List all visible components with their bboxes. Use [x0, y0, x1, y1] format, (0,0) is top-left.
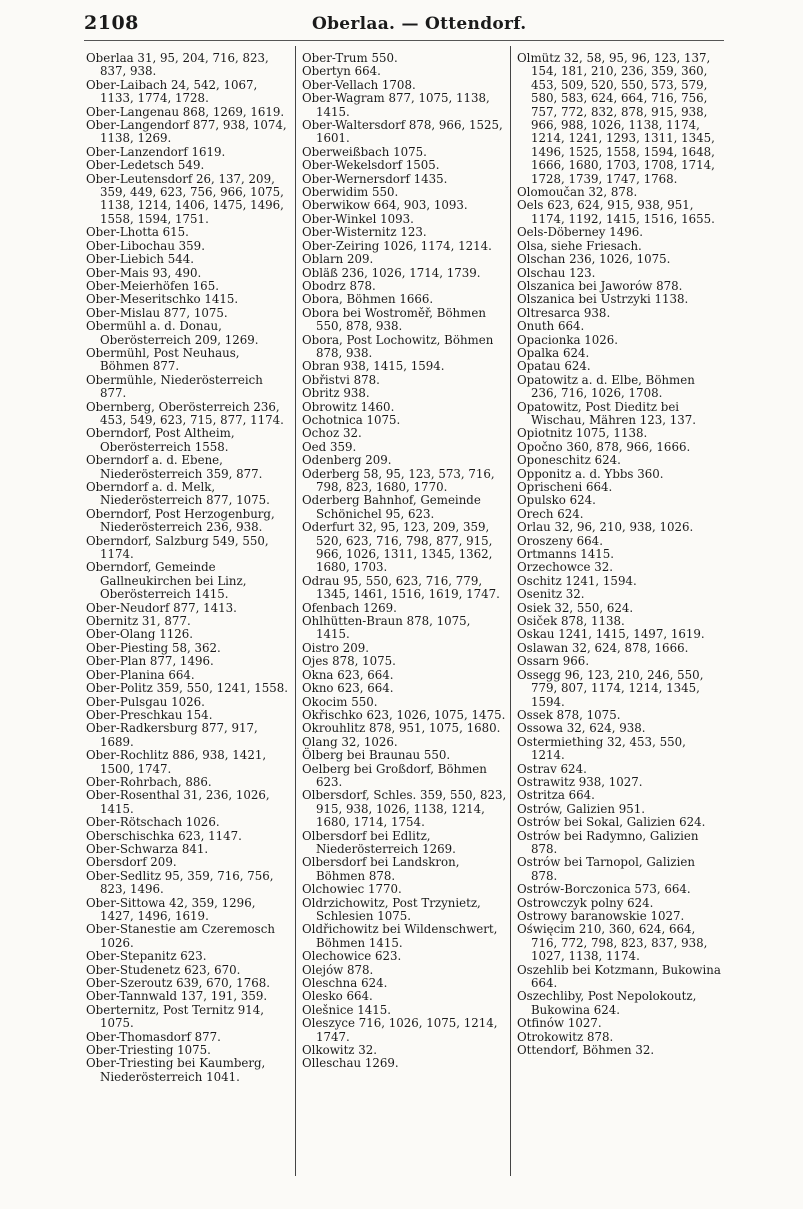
index-entry: Olang 32, 1026. [302, 734, 398, 749]
index-entry: Opatowitz a. d. Elbe, Böhmen 236, 716, 1026, 1708. [517, 372, 695, 401]
index-entry: Olschau 123. [517, 265, 596, 280]
index-entry: Olsa, siehe Friesach. [517, 238, 642, 253]
index-entry: Ober-Stepanitz 623. [86, 949, 207, 964]
index-entry: Oroszeny 664. [517, 533, 603, 548]
index-entry: Ober-Mais 93, 490. [86, 265, 202, 280]
index-entry: Ober-Neudorf 877, 1413. [86, 600, 237, 615]
index-entry: Oschitz 1241, 1594. [517, 573, 637, 588]
index-entry: Ober-Liebich 544. [86, 252, 194, 267]
index-entry: Ober-Triesting bei Kaumberg, Niederösterreich 1041. [86, 1056, 266, 1084]
column-divider-2 [510, 46, 511, 1176]
index-entry: Ostrawitz 938, 1027. [517, 774, 643, 789]
index-entry: Ober-Waltersdorf 878, 966, 1525, 1601. [302, 118, 503, 146]
index-entry: Okna 623, 664. [302, 667, 394, 682]
index-entry: Obran 938, 1415, 1594. [302, 359, 445, 374]
index-entry: Oderfurt 32, 95, 123, 209, 359, 520, 623, 716, 798, 877, 915, 966, 1026, 1311, 1345, 1362, 1680, 1703. [302, 520, 493, 575]
index-entry: Oskau 1241, 1415, 1497, 1619. [517, 627, 705, 642]
index-entry: Oberlaa 31, 95, 204, 716, 823, 837, 938. [86, 52, 269, 79]
index-entry: Ostrav 624. [517, 761, 587, 776]
index-entry: Ober-Wagram 877, 1075, 1138, 1415. [302, 91, 490, 119]
index-entry: Ostrów bei Radymno, Galizien 878. [517, 828, 699, 856]
index-entry: Olomoučan 32, 878. [517, 185, 638, 200]
index-entry: Odrau 95, 550, 623, 716, 779, 1345, 1461, 1516, 1619, 1747. [302, 573, 500, 602]
index-entry: Orlau 32, 96, 210, 938, 1026. [517, 520, 694, 535]
index-entry: Ober-Thomasdorf 877. [86, 1029, 221, 1044]
index-entry: Obritz 938. [302, 386, 370, 401]
index-entry: Ostrów bei Tarnopol, Galizien 878. [517, 855, 695, 883]
index-entry: Ober-Libochau 359. [86, 238, 205, 253]
index-entry: Oldrzichowitz, Post Trzynietz, Schlesien 1075. [302, 895, 481, 923]
index-entry: Okocim 550. [302, 694, 378, 709]
index-entry: Ossegg 96, 123, 210, 246, 550, 779, 807, 1174, 1214, 1345, 1594. [517, 667, 704, 709]
index-entry: Okřischko 623, 1026, 1075, 1475. [302, 707, 506, 722]
index-entry: Ober-Zeiring 1026, 1174, 1214. [302, 238, 492, 253]
index-entry: Otrokowitz 878. [517, 1029, 614, 1044]
index-entry: Oelberg bei Großdorf, Böhmen 623. [302, 761, 487, 789]
index-entry: Ober-Vellach 1708. [302, 77, 416, 92]
index-entry: Oderberg Bahnhof, Gemeinde Schönichel 95, 623. [302, 493, 481, 521]
index-entry: Olbersdorf, Schles. 359, 550, 823, 915, 938, 1026, 1138, 1214, 1680, 1714, 1754. [302, 788, 507, 830]
index-entry: Ober-Rohrbach, 886. [86, 774, 212, 789]
index-entry: Oberweißbach 1075. [302, 144, 427, 159]
index-entry: Ober-Rötschach 1026. [86, 815, 220, 830]
index-entry: Ossek 878, 1075. [517, 707, 621, 722]
index-entry: Oberndorf, Post Altheim, Oberösterreich 1558. [86, 426, 235, 454]
index-entry: Ober-Plan 877, 1496. [86, 654, 214, 669]
index-entry: Ossarn 966. [517, 654, 590, 669]
index-entry: Ostritza 664. [517, 788, 595, 803]
index-entry: Onuth 664. [517, 319, 585, 334]
index-entry: Ostermiething 32, 453, 550, 1214. [517, 734, 686, 763]
index-entry: Oponeschitz 624. [517, 453, 621, 468]
index-entry: Oberndorf, Post Herzogenburg, Niederösterreich 236, 938. [86, 506, 275, 535]
index-entry: Ober-Winkel 1093. [302, 211, 414, 226]
index-entry: Ossowa 32, 624, 938. [517, 721, 646, 736]
index-entry: Olchowiec 1770. [302, 882, 402, 897]
index-entry: Ochotnica 1075. [302, 412, 401, 427]
index-entry: Ober-Langendorf 877, 938, 1074, 1138, 1269. [86, 118, 287, 146]
index-entry: Oprischeni 664. [517, 480, 613, 494]
index-entry: Oszehlib bei Kotzmann, Bukowina 664. [517, 962, 721, 991]
index-entry: Ober-Ledetsch 549. [86, 158, 205, 173]
index-entry: Oberndorf, Gemeinde Gallneukirchen bei Linz, Oberösterreich 1415. [86, 560, 247, 602]
index-entry: Obrowitz 1460. [302, 399, 395, 414]
index-entry: Obermühl a. d. Donau, Oberösterreich 209, 1269. [86, 319, 259, 347]
index-entry: Osiek 32, 550, 624. [517, 600, 634, 615]
index-entry: Olechowice 623. [302, 949, 402, 964]
index-entry: Ostrów bei Sokal, Galizien 624. [517, 815, 706, 830]
column-divider-1 [295, 46, 296, 1176]
index-entry: Ober-Wekelsdorf 1505. [302, 158, 440, 173]
index-entry: Okrouhlitz 878, 951, 1075, 1680. [302, 721, 501, 736]
index-entry: Ober-Langenau 868, 1269, 1619. [86, 104, 285, 119]
page-number: 2108 [84, 12, 139, 34]
index-entry: Opiotnitz 1075, 1138. [517, 426, 648, 441]
index-entry: Oszechliby, Post Nepolokoutz, Bukowina 624. [517, 989, 697, 1017]
index-entry: Ober-Rochlitz 886, 938, 1421, 1500, 1747. [86, 748, 267, 776]
index-entry: Olmütz 32, 58, 95, 96, 123, 137, 154, 181, 210, 236, 359, 360, 453, 509, 520, 550, 573, 579, 580, 583, 624, 664, 716, 756, 757, 772, 832, 878, 915, 938, 966, 988, 1026, 1138, 1174, 1214, 1241, 1293, 1311, 1345, 1496, 1525, 1558, 1594, 1648, 1666, 1680, 1703, 1708, 1714, 1728, 1739, 1747, 1768. [517, 52, 715, 186]
index-entry: Obodrz 878. [302, 278, 376, 293]
index-entry: Ober-Meseritschko 1415. [86, 292, 239, 307]
index-entry: Obläß 236, 1026, 1714, 1739. [302, 265, 481, 280]
index-entry: Oslawan 32, 624, 878, 1666. [517, 640, 689, 655]
index-entry: Oed 359. [302, 439, 357, 454]
index-entry: Ober-Sittowa 42, 359, 1296, 1427, 1496, 1619. [86, 895, 256, 923]
index-entry: Ober-Rosenthal 31, 236, 1026, 1415. [86, 788, 270, 816]
index-entry: Opacionka 1026. [517, 332, 619, 347]
index-entry: Opulsko 624. [517, 493, 596, 508]
index-entry: Ortmanns 1415. [517, 547, 615, 562]
index-entry: Ober-Pulsgau 1026. [86, 694, 205, 709]
index-entry: Opatau 624. [517, 359, 591, 374]
index-entry: Ober-Stanestie am Czeremosch 1026. [86, 922, 275, 950]
index-entry: Ober-Lhotta 615. [86, 225, 189, 240]
index-entry: Olleschau 1269. [302, 1056, 399, 1071]
index-entry: Olešnice 1415. [302, 1002, 391, 1017]
index-entry: Oderberg 58, 95, 123, 573, 716, 798, 823, 1680, 1770. [302, 466, 495, 494]
index-entry: Ofenbach 1269. [302, 600, 397, 615]
index-entry: Oltresarca 938. [517, 305, 611, 320]
index-entry: Ober-Politz 359, 550, 1241, 1558. [86, 681, 288, 696]
index-entry: Ober-Meierhöfen 165. [86, 278, 219, 293]
index-entry: Ober-Sedlitz 95, 359, 716, 756, 823, 1496. [86, 868, 274, 897]
index-entry: Ölberg bei Braunau 550. [302, 748, 451, 763]
index-entry: Ober-Trum 550. [302, 52, 398, 65]
index-entry: Oleschna 624. [302, 976, 388, 991]
index-entry: Oświęcim 210, 360, 624, 664, 716, 772, 798, 823, 837, 938, 1027, 1138, 1174. [517, 922, 708, 964]
index-entry: Obertyn 664. [302, 64, 381, 79]
index-entry: Ober-Olang 1126. [86, 627, 193, 642]
index-entry: Oberndorf a. d. Melk, Niederösterreich 877, 1075. [86, 480, 270, 508]
index-entry: Oberwikow 664, 903, 1093. [302, 198, 468, 213]
column-2 [302, 52, 507, 1182]
index-entry: Ostrowy baranowskie 1027. [517, 909, 685, 923]
index-entry: Olbersdorf bei Landskron, Böhmen 878. [302, 855, 460, 883]
index-entry: Otfinów 1027. [517, 1016, 602, 1031]
index-entry: Osenitz 32. [517, 587, 585, 602]
index-entry: Ober-Piesting 58, 362. [86, 640, 221, 655]
index-entry: Ober-Studenetz 623, 670. [86, 962, 241, 977]
index-entry: Ober-Szeroutz 639, 670, 1768. [86, 976, 270, 991]
index-entry: Obermühle, Niederösterreich 877. [86, 372, 263, 401]
index-entry: Ober-Wernersdorf 1435. [302, 171, 448, 186]
index-entry: Ober-Planina 664. [86, 667, 195, 682]
index-entry: Obernberg, Oberösterreich 236, 453, 549, 623, 715, 877, 1174. [86, 399, 284, 427]
running-head: Oberlaa. — Ottendorf. [312, 14, 527, 34]
index-entry: Ober-Lanzendorf 1619. [86, 144, 226, 159]
index-entry: Oblarn 209. [302, 252, 374, 267]
index-entry: Ostrów-Borczonica 573, 664. [517, 882, 691, 897]
index-entry: Ober-Leutensdorf 26, 137, 209, 359, 449, 623, 756, 966, 1075, 1138, 1214, 1406, 1475, 1496, 1558, 1594, 1751. [86, 171, 284, 226]
index-entry: Oberndorf a. d. Ebene, Niederösterreich 359, 877. [86, 453, 263, 481]
index-entry: Oberwidim 550. [302, 185, 399, 200]
index-entry: Ober-Mislau 877, 1075. [86, 305, 228, 320]
index-entry: Ober-Triesting 1075. [86, 1043, 211, 1058]
index-entry: Olszanica bei Jaworów 878. [517, 278, 683, 293]
index-entry: Ochoz 32. [302, 426, 362, 441]
index-entry: Ober-Laibach 24, 542, 1067, 1133, 1774, 1728. [86, 77, 258, 106]
index-entry: Ober-Tannwald 137, 191, 359. [86, 989, 268, 1004]
index-entry: Orzechowce 32. [517, 560, 614, 575]
index-entry: Olkowitz 32. [302, 1043, 378, 1058]
index-entry: Odenberg 209. [302, 453, 392, 468]
index-entry: Ober-Preschkau 154. [86, 707, 213, 722]
index-entry: Opočno 360, 878, 966, 1666. [517, 439, 691, 454]
index-entry: Osiček 878, 1138. [517, 614, 625, 629]
index-entry: Obora, Böhmen 1666. [302, 292, 434, 307]
index-entry: Ober-Wisternitz 123. [302, 225, 427, 240]
index-entry: Obernitz 31, 877. [86, 614, 191, 629]
index-entry: Obora, Post Lochowitz, Böhmen 878, 938. [302, 332, 494, 360]
index-entry: Ostrowczyk polny 624. [517, 895, 654, 910]
index-entry: Ober-Schwarza 841. [86, 841, 209, 856]
index-entry: Oberschischka 623, 1147. [86, 828, 242, 843]
index-entry: Oleszyce 716, 1026, 1075, 1214, 1747. [302, 1016, 498, 1044]
index-entry: Olesko 664. [302, 989, 373, 1004]
index-entry: Olschan 236, 1026, 1075. [517, 252, 671, 267]
index-entry: Okno 623, 664. [302, 681, 394, 696]
index-entry: Opalka 624. [517, 345, 590, 360]
index-entry: Oels 623, 624, 915, 938, 951, 1174, 1192, 1415, 1516, 1655. [517, 198, 715, 226]
index-entry: Oberndorf, Salzburg 549, 550, 1174. [86, 533, 269, 562]
index-entry: Ojes 878, 1075. [302, 654, 396, 669]
header-rule [84, 40, 724, 41]
index-entry: Ohlhütten-Braun 878, 1075, 1415. [302, 614, 471, 642]
index-entry: Opponitz a. d. Ybbs 360. [517, 466, 664, 481]
index-entry: Obřistvi 878. [302, 372, 380, 387]
index-entry: Orech 624. [517, 506, 584, 521]
index-entry: Opatowitz, Post Dieditz bei Wischau, Mähren 123, 137. [517, 399, 697, 427]
index-entry: Ottendorf, Böhmen 32. [517, 1043, 655, 1058]
index-entry: Obersdorf 209. [86, 855, 177, 870]
column-3 [517, 52, 721, 1182]
index-entry: Obora bei Wostroměř, Böhmen 550, 878, 938. [302, 305, 486, 334]
index-entry: Oberternitz, Post Ternitz 914, 1075. [86, 1002, 265, 1031]
index-entry: Obermühl, Post Neuhaus, Böhmen 877. [86, 345, 240, 374]
index-entry: Oels-Döberney 1496. [517, 225, 643, 240]
index-entry: Olszanica bei Ustrzyki 1138. [517, 292, 689, 307]
index-entry: Olejów 878. [302, 962, 374, 977]
index-entry: Oldřichowitz bei Wildenschwert, Böhmen 1415. [302, 922, 498, 950]
column-1 [86, 52, 288, 1182]
index-entry: Oistro 209. [302, 640, 369, 655]
index-entry: Ostrów, Galizien 951. [517, 801, 645, 816]
index-entry: Olbersdorf bei Edlitz, Niederösterreich 1269. [302, 828, 456, 856]
index-entry: Ober-Radkersburg 877, 917, 1689. [86, 721, 258, 749]
